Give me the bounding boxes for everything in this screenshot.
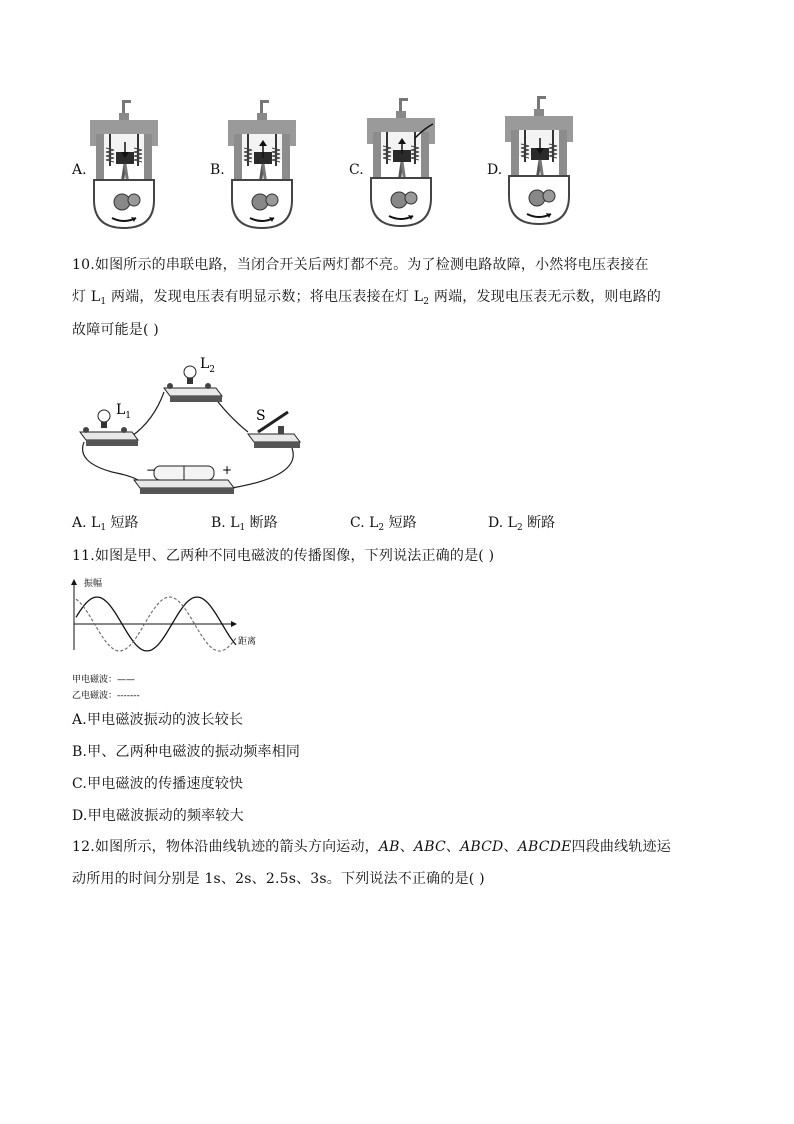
engine-diagram	[90, 100, 160, 230]
q9-option-c	[349, 98, 459, 233]
q11-option-a: A.甲电磁波振动的波长较长	[72, 712, 244, 728]
q9-option-d	[487, 96, 597, 231]
switch-label: S	[256, 408, 266, 424]
l2-label: $L_2$	[200, 356, 216, 375]
q10-line1: 10.如图所示的串联电路，当闭合开关后两灯都不亮。为了检测电路故障，小然将电压表接在	[72, 257, 649, 273]
l1-label: $L_1$	[116, 402, 132, 421]
q11-option-b: B.甲、乙两种电磁波的振动频率相同	[72, 744, 301, 760]
q10-option-c: C. $L_2$ 短路	[350, 515, 417, 533]
engine-diagram	[367, 98, 437, 228]
wave-diagram	[68, 574, 268, 704]
option-label: A.	[72, 162, 87, 178]
option-label: B.	[210, 162, 225, 178]
engine-diagram	[505, 96, 575, 226]
y-axis-label: 振幅	[84, 579, 103, 589]
q11-option-c: C.甲电磁波的传播速度较快	[72, 776, 244, 792]
series-circuit-diagram	[72, 350, 312, 500]
q10-line2: 灯 $L_1$ 两端，发现电压表有明显示数；将电压表接在灯 $L_2$ 两端，发现电压表无示数，则电路的	[72, 289, 662, 307]
option-label: D.	[487, 162, 503, 178]
q12-line1: 12.如图所示，物体沿曲线轨迹的箭头方向运动，AB、ABC、ABCD、ABCDE四段曲线轨迹运	[72, 839, 671, 855]
q10-option-d: D. $L_2$ 断路	[488, 515, 556, 533]
q10-option-b: B. $L_1$ 断路	[211, 515, 278, 533]
legend-jia: 甲电磁波：——	[72, 675, 136, 685]
battery-plus: +	[222, 463, 233, 477]
q11-option-d: D.甲电磁波振动的频率较大	[72, 808, 244, 824]
q9-option-a	[72, 100, 182, 235]
q11-stem: 11.如图是甲、乙两种不同电磁波的传播图像，下列说法正确的是( )	[72, 548, 495, 564]
legend-yi: 乙电磁波：-------	[72, 691, 140, 701]
q12-line2: 动所用的时间分别是 1s、2s、2.5s、3s。下列说法不正确的是( )	[72, 871, 485, 887]
x-axis-label: 距离	[238, 637, 257, 647]
q10-line3: 故障可能是( )	[72, 322, 159, 338]
option-label: C.	[349, 162, 364, 178]
q9-option-b	[210, 100, 320, 235]
battery-minus: −	[146, 463, 157, 477]
q10-option-a: A. $L_1$ 短路	[72, 515, 139, 533]
engine-diagram	[228, 100, 298, 230]
